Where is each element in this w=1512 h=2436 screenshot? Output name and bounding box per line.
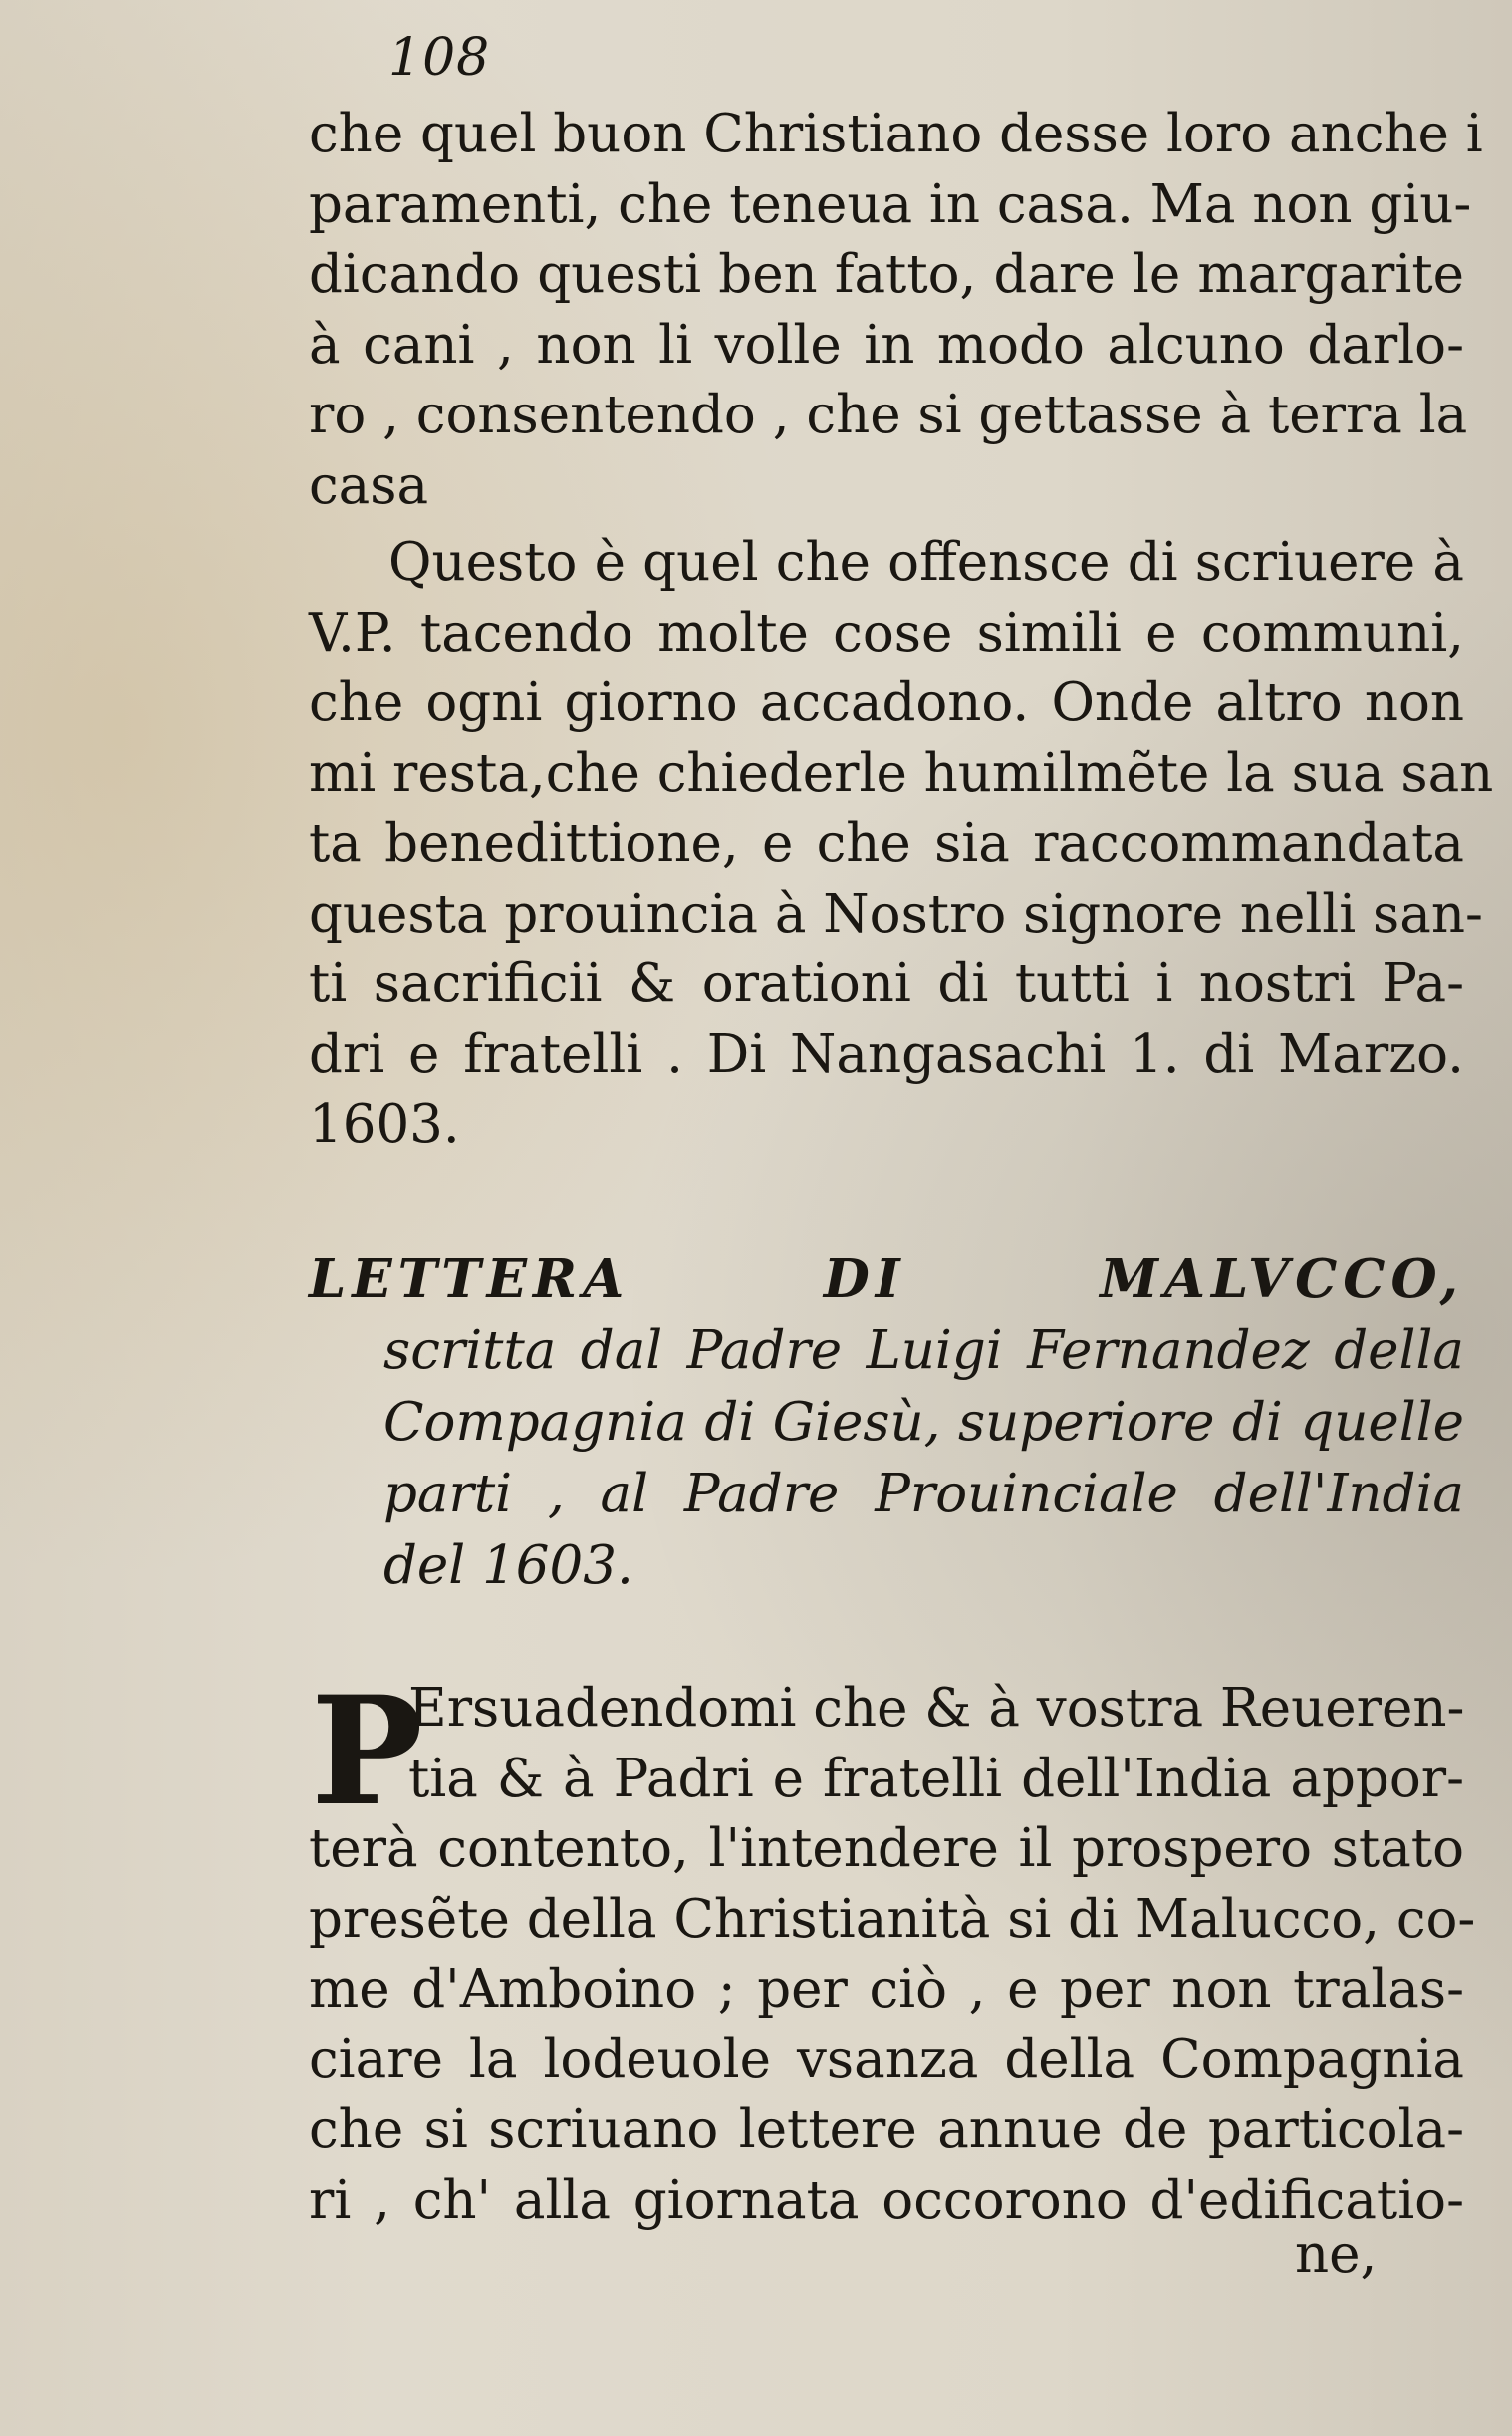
text-line: questa prouincia à Nostro signore nelli san- — [309, 883, 1483, 945]
paragraph-2 — [309, 528, 1494, 1161]
text-line: dri e fratelli . Di Nangasachi 1. di Marzo. — [309, 1023, 1464, 1085]
text-line: ri , ch' alla giornata occorono d'edificatio- — [309, 2169, 1464, 2231]
heading-line: Compagnia di Giesù, superiore di quelle — [383, 1392, 1464, 1453]
text-line: ti sacrificii & orationi di tutti i nostri Pa- — [309, 953, 1464, 1014]
text-line: presẽte della Christianità si di Malucco, co- — [309, 1888, 1476, 1950]
heading-title: LETTERA DI MALVCCO, — [309, 1248, 1464, 1310]
text-line: 1603. — [309, 1094, 460, 1155]
text-line: terà contento, l'intendere il prospero stato — [309, 1818, 1464, 1879]
text-line: dicando questi ben fatto, dare le margarite — [309, 244, 1464, 305]
heading-line: parti , al Padre Prouinciale dell'India — [383, 1464, 1464, 1524]
heading-line: scritta dal Padre Luigi Fernandez della — [383, 1320, 1464, 1381]
paragraph-1 — [309, 100, 1483, 521]
text-line: à cani , non li volle in modo alcuno darlo- — [309, 314, 1464, 376]
text-line: che quel buon Christiano desse loro anche i — [309, 104, 1483, 164]
paragraph-3 — [309, 1664, 1476, 2236]
letter-heading — [309, 1243, 1464, 1602]
text-line: che ogni giorno accadono. Onde altro non — [309, 673, 1464, 733]
text-line: ro , consentendo , che si gettasse à terra la — [309, 385, 1468, 445]
text-line: V.P. tacendo molte cose simili e communi, — [309, 602, 1464, 664]
text-line: Questo è quel che offensce di scriuere à — [388, 532, 1464, 593]
text-line: casa — [309, 454, 429, 516]
text-line: paramenti, che teneua in casa. Ma non giu- — [309, 173, 1472, 235]
heading-line: del 1603. — [383, 1535, 633, 1596]
text-line: tia & à Padri e fratelli dell'India appor- — [408, 1748, 1464, 1809]
text-line: mi resta,che chiederle humilmẽte la sua san — [309, 742, 1494, 804]
drop-cap: P — [311, 1664, 423, 1839]
page-number: 108 — [388, 28, 491, 88]
text-line: ciare la lodeuole vsanza della Compagnia — [309, 2029, 1464, 2090]
text-line: che si scriuano lettere annue de particola- — [309, 2099, 1464, 2160]
text-line: me d'Amboino ; per ciò , e per non tralas- — [309, 1959, 1464, 2020]
text-line: Ersuadendomi che & à vostra Reueren- — [408, 1678, 1465, 1739]
text-line: ta benedittione, e che sia raccommandata — [309, 813, 1464, 874]
catchword: ne, — [1295, 2224, 1378, 2285]
